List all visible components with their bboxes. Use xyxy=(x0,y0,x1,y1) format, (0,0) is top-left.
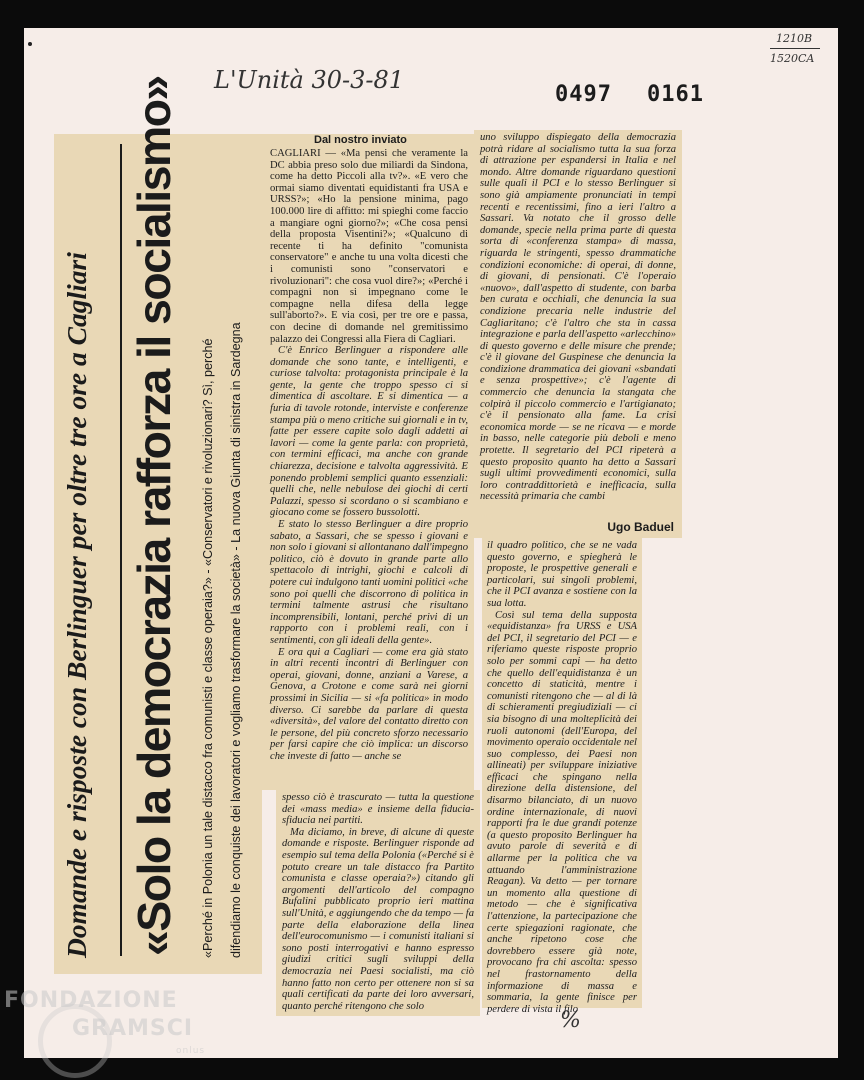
column-2-bottom-text xyxy=(487,540,637,1015)
column-1-top-text xyxy=(270,148,468,788)
stamp-number-right: 0161 xyxy=(647,82,704,107)
paragraph: E stato lo stesso Berlinguer a dire proprio sabato, a Sassari, che se spesso i giovani e non solo i giovani si allontanano dall'impegno politico, ciò è dovuto in grande parte allo spettacolo di intrighi, giochi e calcoli di potere cui indulgono tanti uomini politici «che sono poi quelli che discorrono di politica in termini talmente astrusi che risultano incomprensibili, lontani, perché privi di un rapporto con i problemi reali, con i sentimenti, con gli ideali della gente». xyxy=(270,519,468,646)
headline-rule xyxy=(120,144,122,956)
paragraph: Così sul tema della supposta «equidistanza» fra URSS e USA del PCI, il segretario del PCI — e riferiamo queste risposte proprio solo per sommi capi — ha detto che quello dell'equidistanza è un concetto di staticità, mentre i comunisti ritengono che — al di là di schieramenti pregiudiziali — ci sia bisogno di una molteplicità dei ruoli autonomi (dell'Europa, del movimento operaio occidentale nel suo complesso, dei Paesi non allineati) per sviluppare iniziative efficaci che spingano nella direzione della distensione, del disarmo bilanciato, di un nuovo ordine internazionale, di nuovi rapporti fra le due grandi potenze (a questo proposito Berlinguer ha avuto parole di severità e di allarme per la politica che va attuando l'amministrazione Reagan). Va detto — per tornare un momento alla questione di metodo — che è significativa l'attenzione, la partecipazione che certe spiegazioni ragionate, che anche ripetono cose che dovrebbero essere già note, provocano fra chi ascolta: spesso nel frastornamento della informazione di massa e sommaria, la gente finisce per perdere di vista il filo xyxy=(487,609,637,1015)
column-2-top-clipping xyxy=(474,130,682,538)
corner-mark: % xyxy=(560,1008,581,1033)
paragraph: E ora qui a Cagliari — come era già stato in altri recenti incontri di Berlinguer con operai, giovani, donne, anziani a Varese, a Genova, a Crotone e come sarà nei giorni prossimi in Sicilia — si «fa politica» in modo diverso. Ci sarebbe da parlare di questa «diversità», del valore del contatto diretto con le persone, del più concreto sforzo necessario per farsi capire che ciò implica: un discorso che investe di fatto — anche se xyxy=(270,646,468,762)
archive-code-top: 1210B xyxy=(776,32,813,45)
corner-dot xyxy=(28,42,32,46)
paragraph: Ma diciamo, in breve, di alcune di queste domande e risposte. Berlinguer risponde ad esempio sul tema della Polonia («Perché si è potuto creare un tale distacco fra Partito comunista e classe operaia?») citando gli argomenti dell'articolo del compagno Bufalini pubblicato proprio ieri mattina sull'Unità, e aggiungendo che da tempo — fa parte della elaborazione della linea dell'eurocomunismo — i comunisti italiani si sono posti interrogativi e hanno espresso giudizi critici sugli sviluppi della democrazia nei Paesi socialisti, ma ciò hanno fatto non certo per ottenere non si sa quali certificati da parte dei loro avversari, quanto perché ritengono che solo xyxy=(282,826,474,1012)
paragraph: il quadro politico, che se ne vada questo governo, e spiegherà le proposte, le prospettive generali e particolari, sui singoli problemi, che il PCI avanza e sostiene con la sua lotta. xyxy=(487,540,637,609)
paragraph: CAGLIARI — «Ma pensi che veramente la DC abbia preso solo due miliardi da Sindona, come ha detto Piccoli alla tv?». «E vero che ormai siamo diventati equidistanti fra USA e URSS?»; «Ho la pensione minima, pago 100.000 lire di affitto: mi spieghi come faccio a mangiare ogni giorno?»; «Che cosa pensi della proposta Visentini?»; «Qualcuno di recente ti ha definito "comunista conservatore" e anche tu una volta dicesti che i comunisti sono "conservatori e rivoluzionari": che cosa vuol dire?»; «Perché i compagni non si impegnano come le compagne nella difesa della legge sull'aborto?». E via così, per tre ore e passa, con decine di domande nel gremitissimo palazzo dei Congressi alla Fiera di Cagliari. xyxy=(270,148,468,345)
byline-top: Dal nostro inviato xyxy=(314,134,407,146)
paragraph: C'è Enrico Berlinguer a rispondere alle domande che sono tante, e intelligenti, e curiose talvolta: protagonista principale è la gente, la gente che troppo spesso ci si dimentica di ascoltare. E si dimentica — a furia di tavole rotonde, interviste e conferenze stampa più o meno critiche sui giornali e in tv, fatte per essere capite solo dagli addetti ai lavori — come la gente parla: con proprietà, con termini efficaci, ma anche con grande chiarezza, decisione e talvolta aggressività. E ponendo problemi semplici quanto essenziali: quelli che, nelle nebulose dei giochi di certi Palazzi, spesso si scordano o si scambiano e giocano come se fossero bussolotti. xyxy=(270,345,468,519)
column-1-top-clipping xyxy=(262,134,474,790)
column-1-bottom-text xyxy=(282,792,474,1014)
stamp-number-left: 0497 xyxy=(555,82,612,107)
watermark-small: onlus xyxy=(176,1046,206,1056)
archive-code-bottom: 1520CA xyxy=(770,52,815,65)
column-2-top-text xyxy=(480,132,676,518)
article-headline: «Solo la democrazia rafforza il socialismo» xyxy=(128,76,180,956)
watermark-line1: FONDAZIONE xyxy=(4,988,178,1013)
headline-clipping xyxy=(54,76,262,974)
paragraph: uno sviluppo dispiegato della democrazia potrà ridare al socialismo tutta la sua forza di attrazione per espandersi in Italia e nel mondo. Altre domande riguardano questioni sulle quali il PCI e lo stesso Berlinguer si sono già ampiamente pronunciati in tempi recenti e recentissimi, fino a ieri l'altro a Sassari. Va notato che il grosso delle domande, specie nella prima parte di questa sorta di «conferenza stampa» di massa, riguarda le stringenti, spesso drammatiche condizioni economiche: di operai, di donne, di giovani, di pensionati. C'è l'operaio «nuovo», dall'aspetto di studente, con barba ben curata e occhiali, che denuncia la sua condizione precaria nelle industrie del Cagliaritano; c'è l'altro che sta in cassa integrazione e parla dell'aspetto «arlecchino» di questo governo e delle misure che prende; c'è il giovane del Guspinese che denuncia la condizione drammatica dei giovani «sbandati e senza prospettive»; c'è l'agente di commercio che denuncia la stangata che colpirà il piccolo commercio e l'artigianato; c'è il pensionato alla fame. La crisi economica morde — se ne ricava — e morde in basso, nelle categorie più deboli e meno protette. Il segretario del PCI ripeterà a questo proposito quanto ha detto a Sassari sugli ultimi provvedimenti economici, sulla loro contraddittorietà e inefficacia, sulla necessità primaria che cambi xyxy=(480,132,676,503)
column-1-bottom-clipping xyxy=(276,790,480,1016)
article-subhead-line2: difendiamo le conquiste dei lavoratori e vogliamo trasformare la società» - La nuova Giunta di sinistra in Sardegna xyxy=(229,322,243,958)
author-byline: Ugo Baduel xyxy=(607,520,674,534)
paragraph: spesso ciò è trascurato — tutta la questione dei «mass media» e insieme della fiducia-sfiducia nei partiti. xyxy=(282,792,474,827)
column-2-bottom-clipping xyxy=(482,538,642,1015)
watermark-line2: GRAMSCI xyxy=(72,1016,194,1041)
source-handwritten-note: L'Unità 30-3-81 xyxy=(214,66,405,94)
archive-code-divider xyxy=(770,48,820,49)
article-subhead-line1: «Perché in Polonia un tale distacco fra comunisti e classe operaia?» - «Conservatori e rivoluzionari? Sì, perché xyxy=(201,338,215,958)
article-kicker: Domande e risposte con Berlinguer per oltre tre ore a Cagliari xyxy=(61,252,92,958)
